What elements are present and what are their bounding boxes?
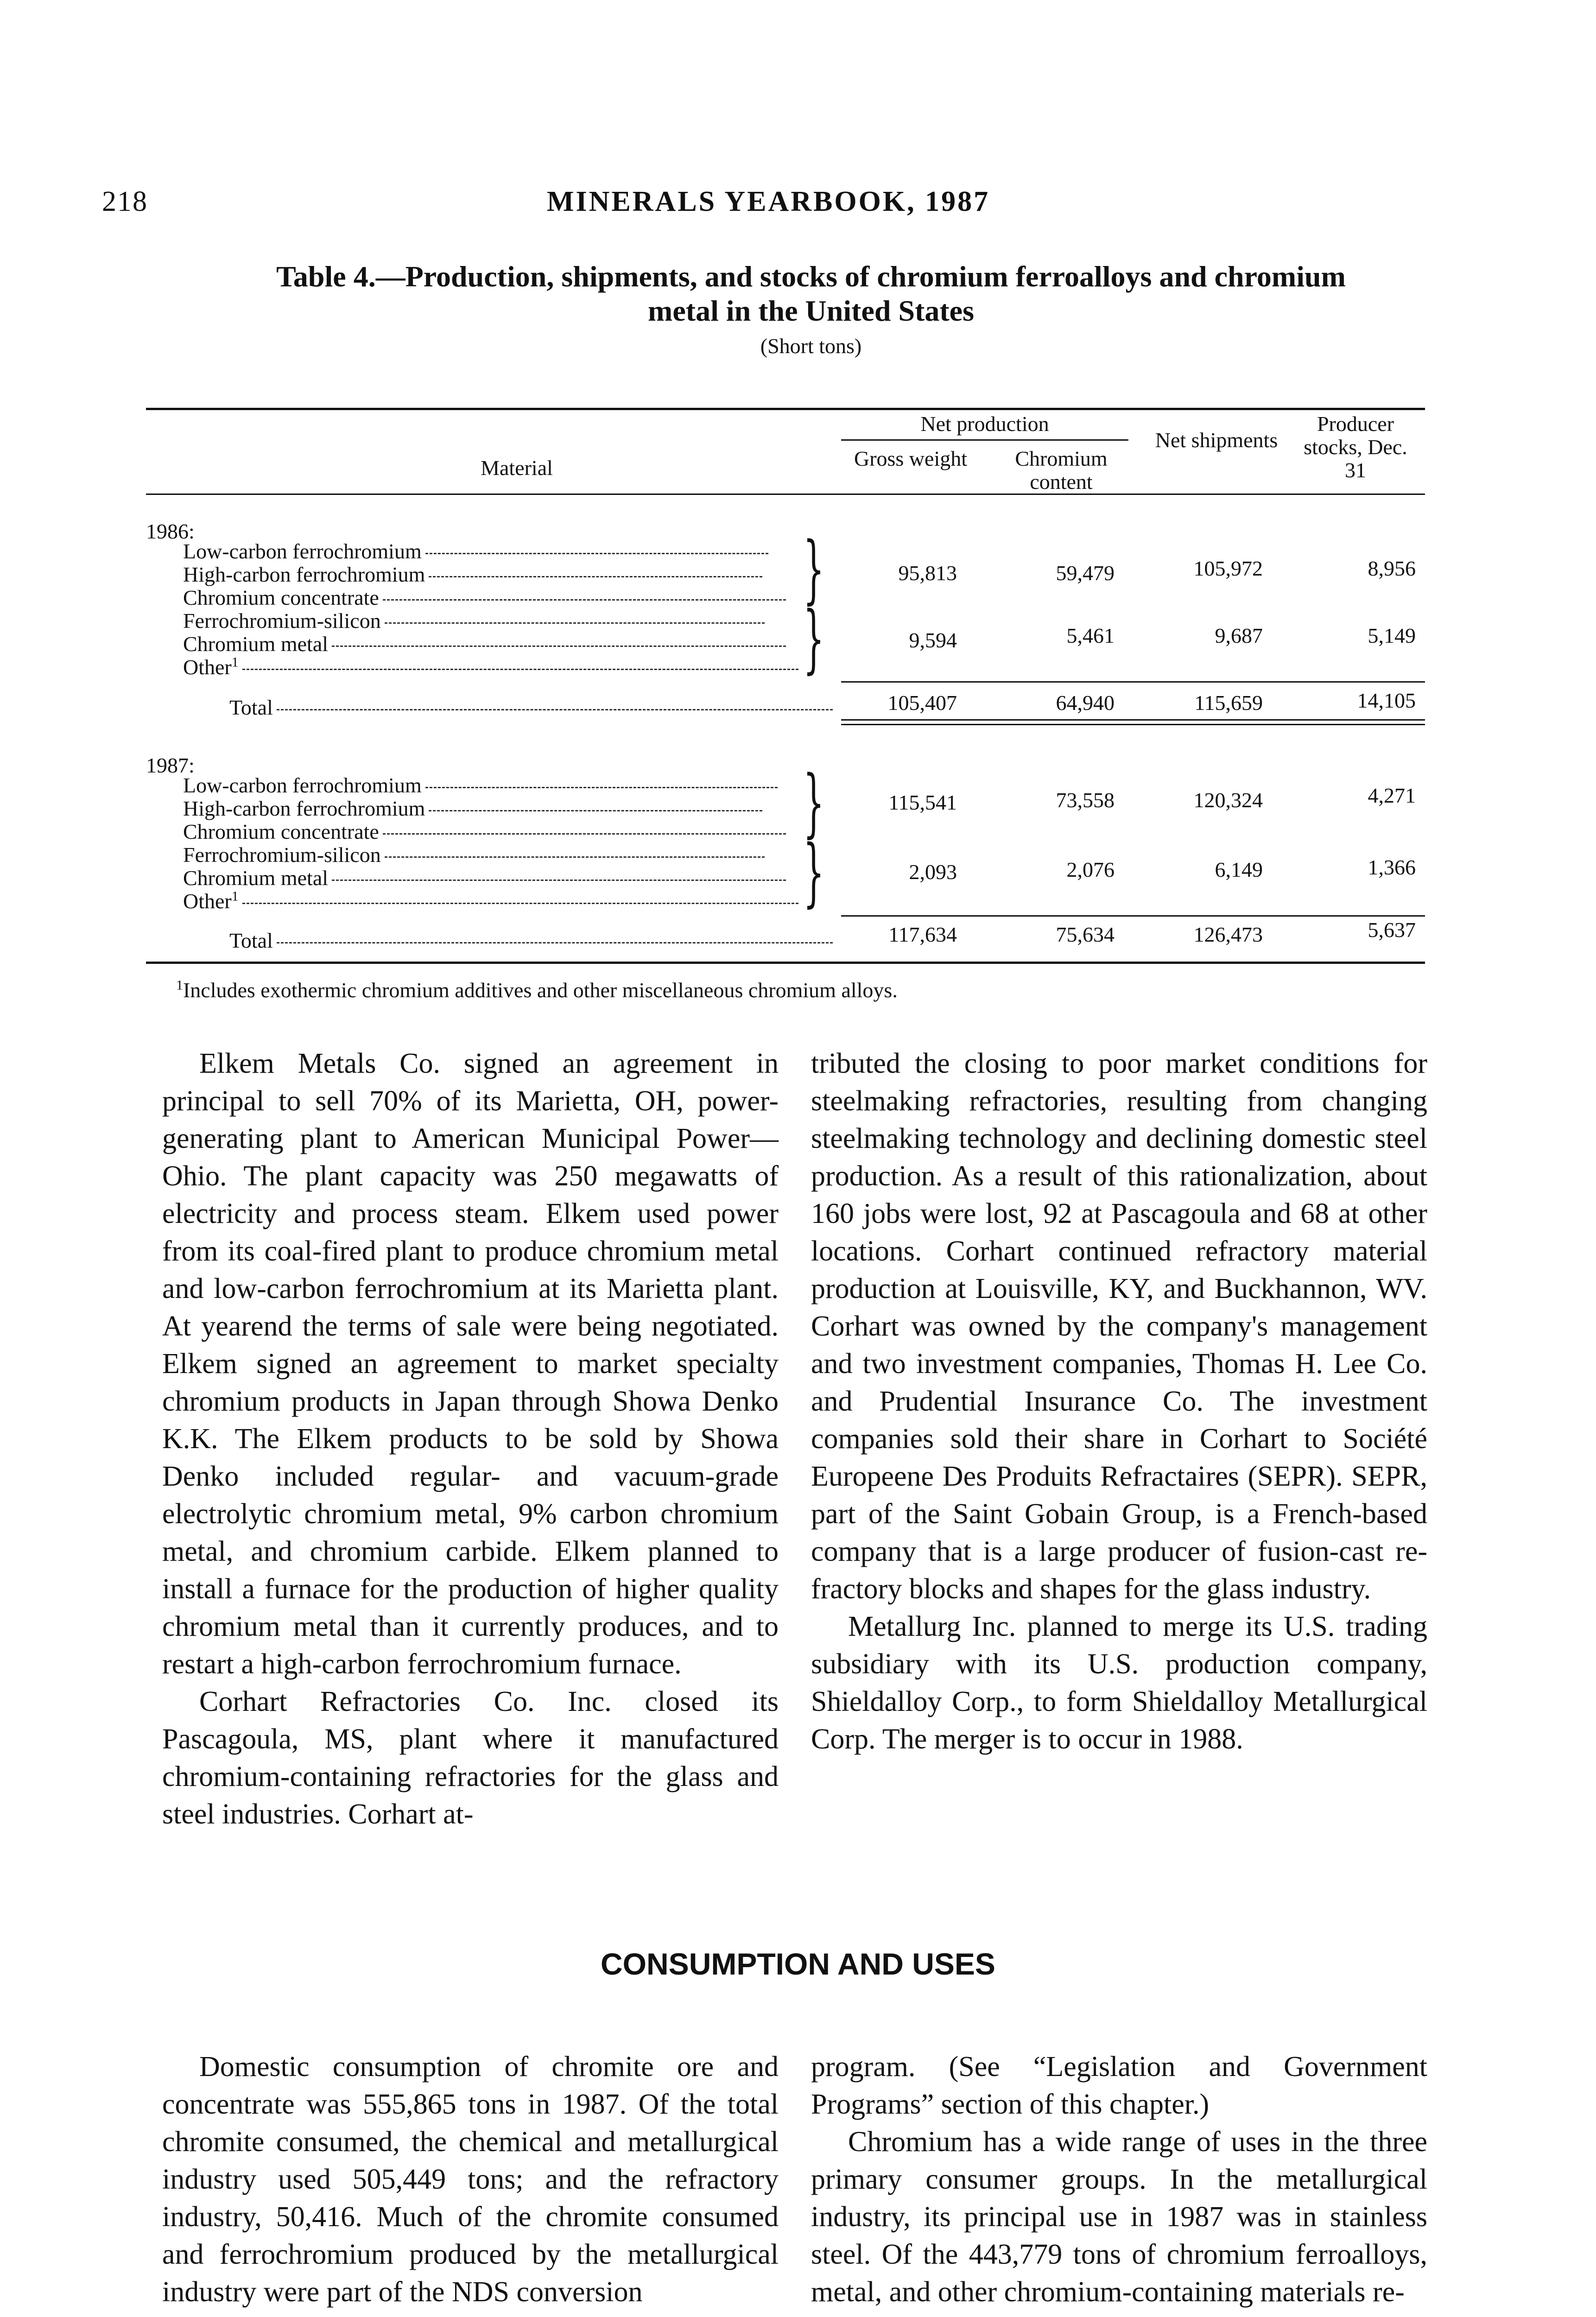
total-label: Total bbox=[229, 929, 273, 952]
leader-dots bbox=[277, 709, 833, 710]
section-heading: CONSUMPTION AND USES bbox=[601, 1947, 995, 1981]
double-rule bbox=[841, 719, 1425, 721]
table-title-line-1: Table 4.—Production, shipments, and stocks of chromium ferroalloys and chromium bbox=[276, 260, 1346, 293]
cell-total-chromium: 64,940 bbox=[1056, 691, 1115, 715]
material-row bbox=[183, 586, 971, 609]
header-producer-stocks: Producer stocks, Dec. 31 bbox=[1304, 412, 1407, 482]
material-label: Other bbox=[183, 889, 232, 913]
cell-chromium: 73,558 bbox=[1056, 788, 1115, 812]
material-label: Chromium metal bbox=[183, 632, 329, 656]
footnote-marker: 1 bbox=[231, 654, 239, 670]
cell-gross: 9,594 bbox=[909, 628, 957, 652]
material-row bbox=[183, 540, 971, 563]
leader-dots bbox=[332, 646, 786, 647]
header-net-production: Net production bbox=[920, 412, 1049, 436]
header-subrule bbox=[841, 439, 1128, 441]
cell-total-stocks: 5,637 bbox=[1368, 918, 1416, 942]
material-row bbox=[183, 656, 971, 679]
cell-total-shipments: 126,473 bbox=[1193, 923, 1263, 946]
material-label: Ferrochromium-silicon bbox=[183, 843, 381, 867]
paragraph: Chromium has a wide range of uses in the three primary consumer groups. In the metallurgical industry, its principal use in 1987 was in stainless steel. Of the 443,779 tons of chromium ferroalloys, metal, and other chromium-containing materials re- bbox=[811, 2126, 1427, 2308]
material-row bbox=[183, 890, 971, 913]
material-label: High-carbon ferrochromium bbox=[183, 797, 425, 820]
leader-dots bbox=[429, 810, 762, 811]
material-label: Ferrochromium-silicon bbox=[183, 609, 381, 633]
leader-dots bbox=[242, 903, 798, 904]
leader-dots bbox=[385, 856, 765, 858]
cell-total-shipments: 115,659 bbox=[1194, 691, 1263, 715]
cell-shipments: 6,149 bbox=[1215, 858, 1263, 881]
year-label-1987: 1987: bbox=[146, 753, 195, 777]
leader-dots bbox=[425, 787, 778, 788]
header-gross-weight: Gross weight bbox=[854, 447, 968, 470]
material-label: Chromium metal bbox=[183, 866, 329, 890]
brace: } bbox=[803, 525, 824, 612]
cell-shipments: 105,972 bbox=[1193, 557, 1263, 580]
right-column-lower bbox=[811, 2048, 1427, 2311]
header-chromium-content: Chromium content bbox=[1015, 447, 1108, 494]
total-label: Total bbox=[229, 696, 273, 719]
page-number: 218 bbox=[102, 186, 148, 217]
paragraph: Elkem Metals Co. signed an agreement in principal to sell 70% of its Marietta, OH, power-generating plant to American Municipal Power—Ohio. The plant capacity was 250 megawatts of electricity and process steam. Elkem used power from its coal-fired plant to produce chromium metal and low-carbon ferrochromium at its Marietta plant. At yearend the terms of sale were being negotiated. Elkem signed an agreement to market specialty chromium products in Japan through Showa Denko K.K. The Elkem products to be sold by Showa Denko included regular- and vacuum-grade electrolytic chromium metal, 9% carbon chromium metal, and chromium carbide. Elkem planned to install a furnace for the production of higher quality chromium metal than it currently produces, and to restart a high-carbon ferrochromium furnace. bbox=[162, 1048, 779, 1680]
header-material: Material bbox=[481, 456, 553, 480]
sum-rule bbox=[841, 681, 1425, 683]
leader-dots bbox=[385, 622, 765, 624]
leader-dots bbox=[332, 880, 786, 881]
material-label: Chromium concentrate bbox=[183, 586, 379, 609]
journal-title: MINERALS YEARBOOK, 1987 bbox=[547, 186, 990, 217]
cell-stocks: 5,149 bbox=[1368, 624, 1416, 647]
footnote-text: Includes exothermic chromium additives and other miscellaneous chromium alloys. bbox=[183, 978, 898, 1002]
table-units: (Short tons) bbox=[760, 334, 862, 358]
cell-gross: 2,093 bbox=[909, 860, 957, 884]
cell-chromium: 59,479 bbox=[1056, 561, 1115, 585]
paragraph: program. (See “Legislation and Government Programs” section of this chapter.) bbox=[811, 2051, 1427, 2120]
header-bottom-rule bbox=[146, 494, 1425, 495]
cell-shipments: 120,324 bbox=[1193, 788, 1263, 812]
right-column bbox=[811, 1045, 1427, 1758]
table-title bbox=[139, 260, 1483, 328]
header-net-shipments: Net shipments bbox=[1155, 428, 1278, 452]
brace: } bbox=[803, 829, 824, 915]
cell-chromium: 2,076 bbox=[1066, 858, 1115, 881]
material-label: Chromium concentrate bbox=[183, 820, 379, 843]
leader-dots bbox=[383, 599, 786, 601]
cell-stocks: 4,271 bbox=[1368, 784, 1416, 807]
paragraph: tributed the closing to poor market conditions for steelmaking refractories, resulting from changing steelmaking technology and declining domestic steel production. As a result of this rationalization, about 160 jobs were lost, 92 at Pascagoula and 68 at other locations. Corhart continued refractory material production at Louisville, KY, and Buckhannon, WV. Corhart was owned by the company's management and two investment companies, Thomas H. Lee Co. and Prudential Insurance Co. The investment companies sold their share in Corhart to Société Europeene Des Produits Refractaires (SEPR). SEPR, part of the Saint Gobain Group, is a French-based company that is a large producer of fusion-cast refractory blocks and shapes for the glass industry. bbox=[811, 1048, 1427, 1605]
paragraph: Metallurg Inc. planned to merge its U.S. trading subsidiary with its U.S. production company, Shieldalloy Corp., to form Shieldalloy Metallurgical Corp. The merger is to occur in 1988. bbox=[811, 1611, 1427, 1755]
footnote-number: 1 bbox=[176, 977, 183, 993]
leader-dots bbox=[277, 942, 833, 943]
leader-dots bbox=[383, 833, 786, 835]
cell-total-stocks: 14,105 bbox=[1357, 689, 1416, 712]
material-label: High-carbon ferrochromium bbox=[183, 563, 425, 586]
brace: } bbox=[803, 595, 824, 682]
cell-stocks: 8,956 bbox=[1368, 557, 1416, 580]
table-footnote bbox=[176, 978, 898, 1002]
leader-dots bbox=[425, 553, 768, 554]
double-rule bbox=[841, 724, 1425, 725]
left-column bbox=[162, 1045, 779, 1833]
table-top-rule bbox=[146, 408, 1425, 410]
left-column-lower bbox=[162, 2048, 779, 2311]
material-row bbox=[183, 820, 971, 843]
brace: } bbox=[803, 759, 824, 846]
table-bottom-rule bbox=[146, 962, 1425, 964]
cell-gross: 95,813 bbox=[898, 561, 957, 585]
table-title-line-2: metal in the United States bbox=[648, 294, 974, 327]
year-label-1986: 1986: bbox=[146, 519, 195, 543]
cell-total-chromium: 75,634 bbox=[1056, 923, 1115, 946]
leader-dots bbox=[429, 576, 762, 577]
cell-chromium: 5,461 bbox=[1066, 624, 1115, 647]
cell-stocks: 1,366 bbox=[1368, 855, 1416, 879]
cell-shipments: 9,687 bbox=[1215, 624, 1263, 647]
cell-total-gross: 117,634 bbox=[888, 923, 957, 946]
leader-dots bbox=[242, 669, 798, 670]
paragraph: Corhart Refractories Co. Inc. closed its Pascagoula, MS, plant where it manufactured chromium-containing refractories for the glass and steel industries. Corhart at- bbox=[162, 1686, 779, 1830]
cell-gross: 115,541 bbox=[888, 791, 957, 814]
paragraph: Domestic consumption of chromite ore and concentrate was 555,865 tons in 1987. Of the total chromite consumed, the chemical and metallurgical industry used 505,449 tons; and the refractory industry, 50,416. Much of the chromite consumed and ferrochromium produced by the metallurgical industry were part of the NDS conversion bbox=[162, 2051, 779, 2308]
footnote-marker: 1 bbox=[231, 888, 239, 904]
material-label: Low-carbon ferrochromium bbox=[183, 539, 422, 563]
sum-rule bbox=[841, 915, 1425, 917]
material-label: Low-carbon ferrochromium bbox=[183, 773, 422, 797]
cell-total-gross: 105,407 bbox=[887, 691, 957, 715]
material-label: Other bbox=[183, 655, 232, 679]
